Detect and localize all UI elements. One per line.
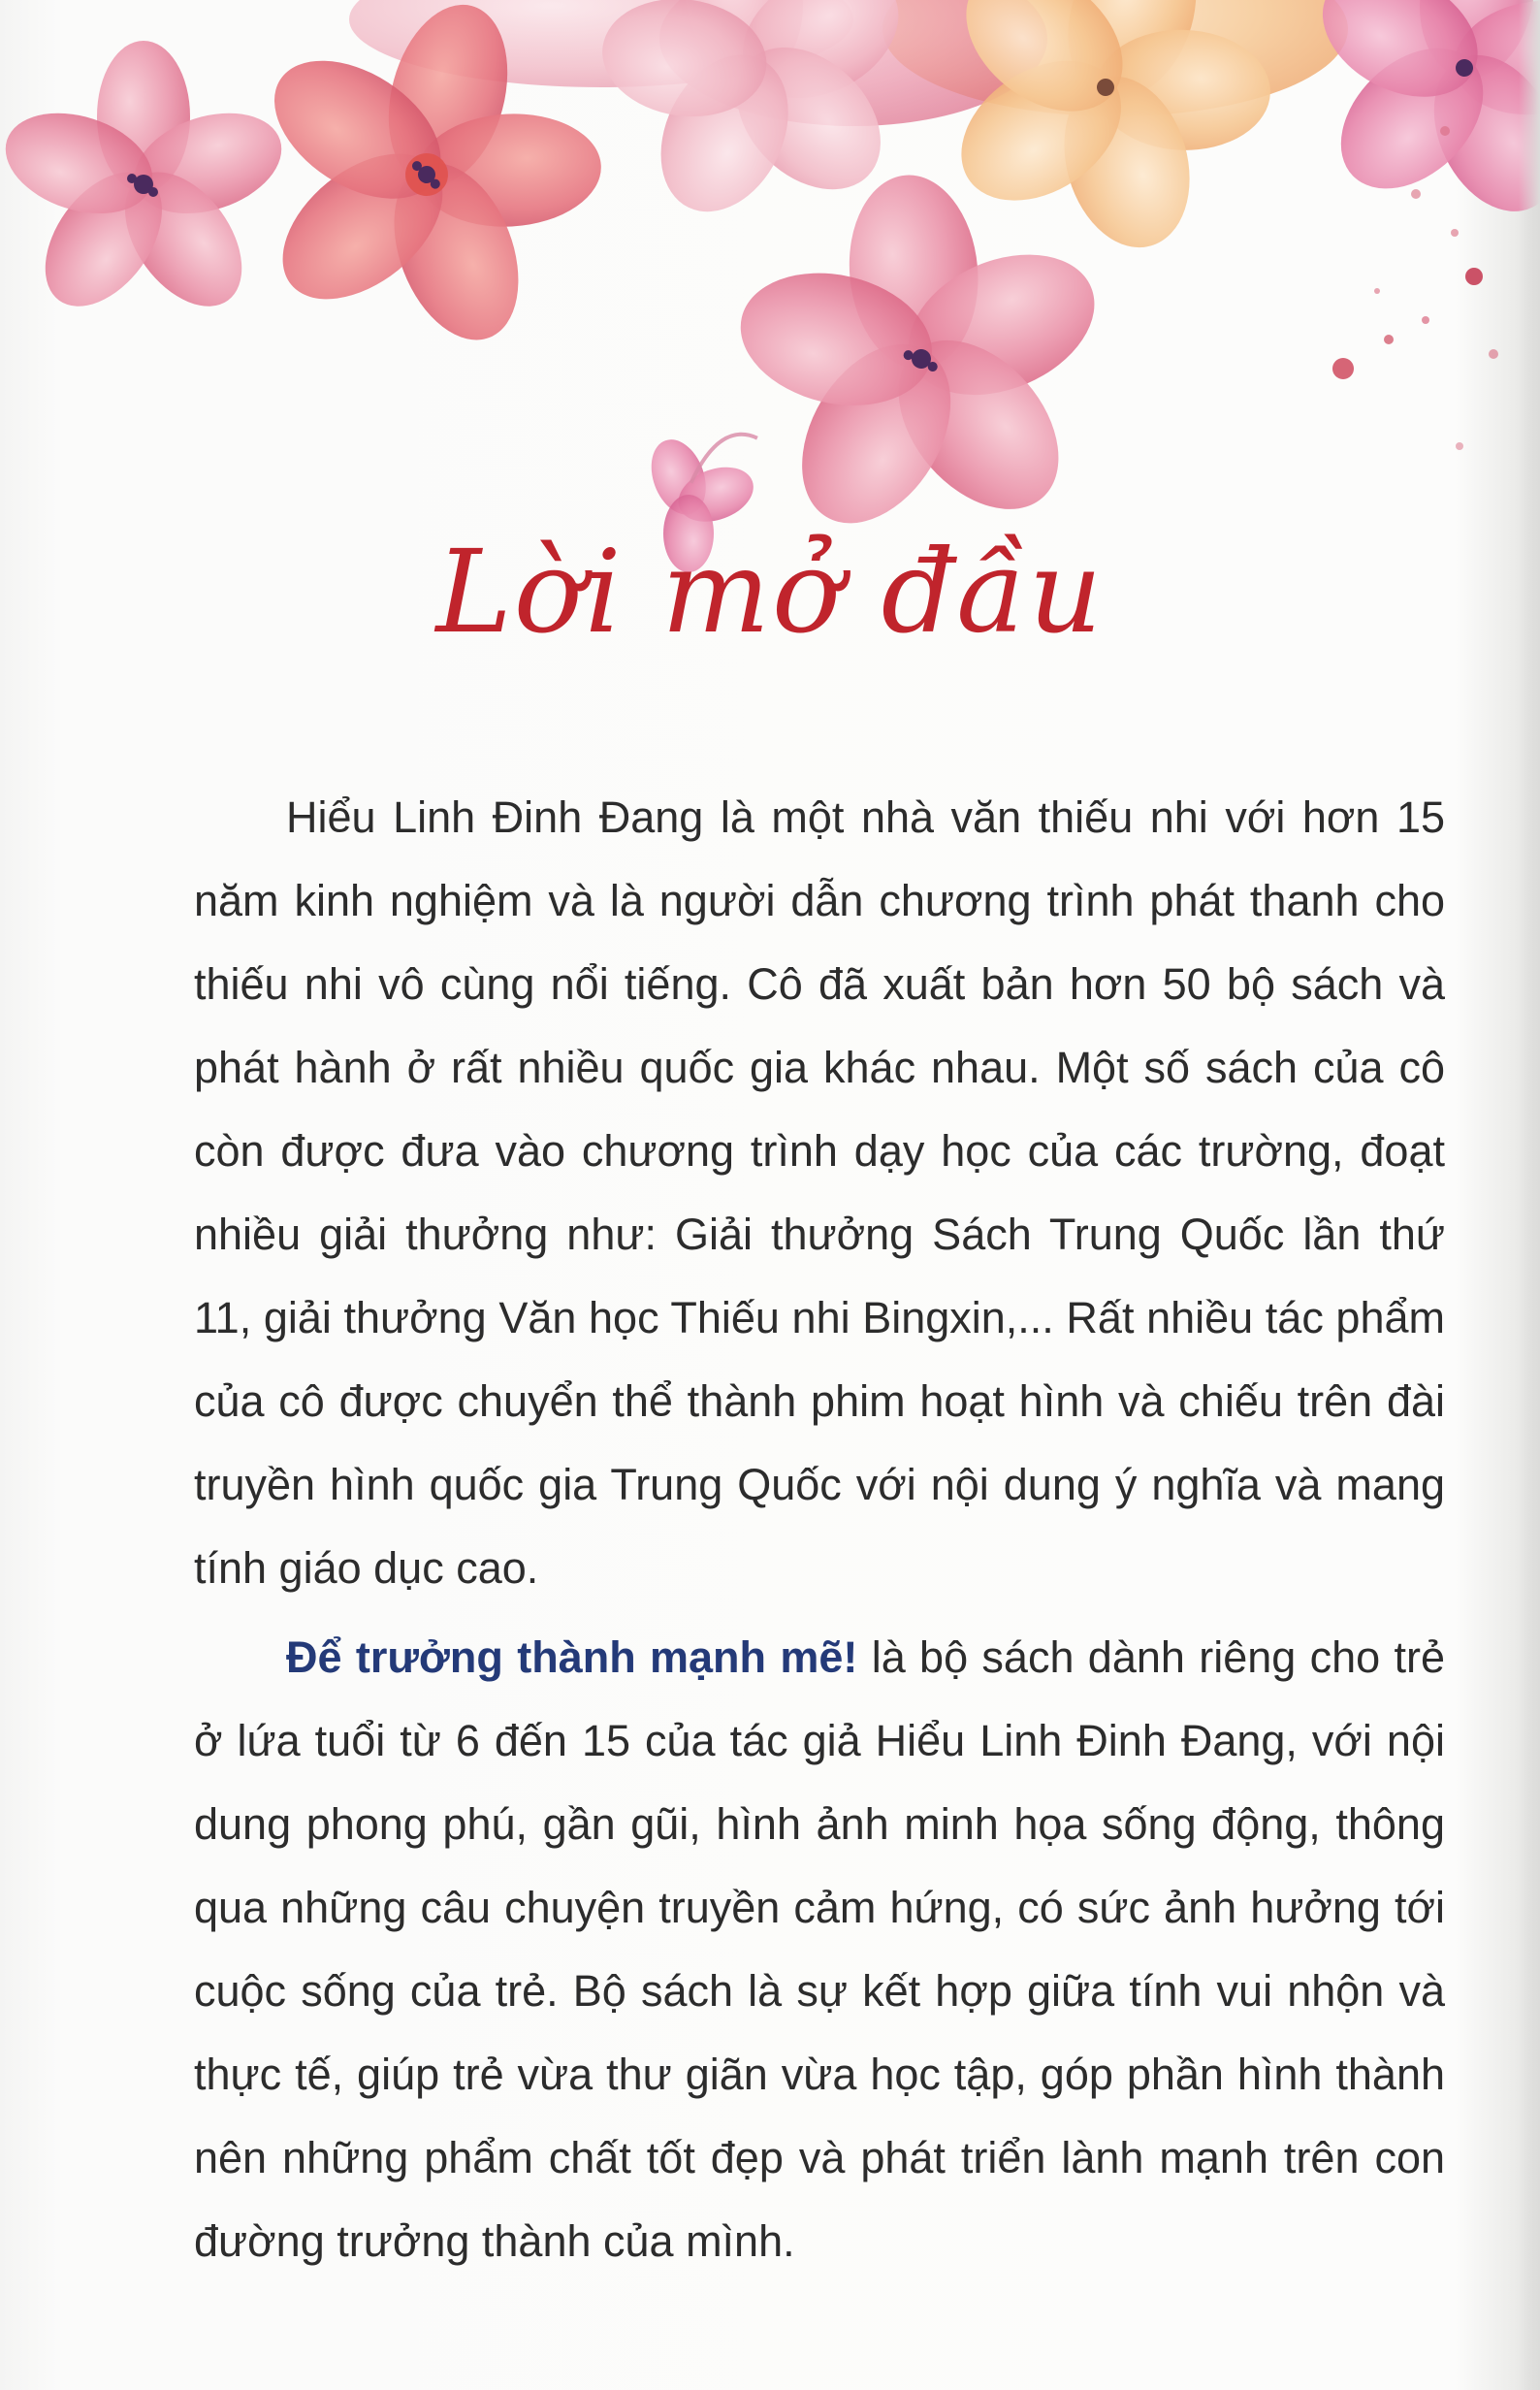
flower-5: [711, 158, 1132, 562]
series-title: Để trưởng thành mạnh mẽ!: [286, 1632, 858, 1682]
paragraph-1: Hiểu Linh Đinh Đang là một nhà văn thiếu nhi với hơn 15 năm kinh nghiệm và là người dẫn chương trình phát thanh cho thiếu nhi vô cùng nổi tiếng. Cô đã xuất bản hơn 50 bộ sách và phát hành ở rất nhiều quốc gia khác nhau. Một số sách của cô còn được đưa vào chương trình dạy học của các trường, đoạt nhiều giải thưởng như: Giải thưởng Sách Trung Quốc lần thứ 11, giải thưởng Văn học Thiếu nhi Bingxin,... Rất nhiều tác phẩm của cô được chuyển thể thành phim hoạt hình và chiếu trên đài truyền hình quốc gia Trung Quốc với nội dung ý nghĩa và mang tính giáo dục cao.: [194, 792, 1445, 1593]
flower-1: [0, 41, 295, 328]
watercolor-flowers-decoration: [0, 0, 1540, 601]
page-edge-shadow: [1519, 0, 1540, 2390]
paragraph-2: [194, 1616, 1445, 2283]
paragraph-2-text: là bộ sách dành riêng cho trẻ ở lứa tuổi từ 6 đến 15 của tác giả Hiểu Linh Đinh Đang, với nội dung phong phú, gần gũi, hình ảnh minh họa sống động, thông qua những câu chuyện truyền cảm hứng, có sức ảnh hưởng tới cuộc sống của trẻ. Bộ sách là sự kết hợp giữa tính vui nhộn và thực tế, giúp trẻ vừa thư giãn vừa học tập, góp phần hình thành nên những phẩm chất tốt đẹp và phát triển lành mạnh trên con đường trưởng thành của mình.: [194, 1632, 1445, 2266]
page-title: Lời mở đầu: [435, 525, 1105, 659]
body-text: [194, 776, 1445, 2289]
